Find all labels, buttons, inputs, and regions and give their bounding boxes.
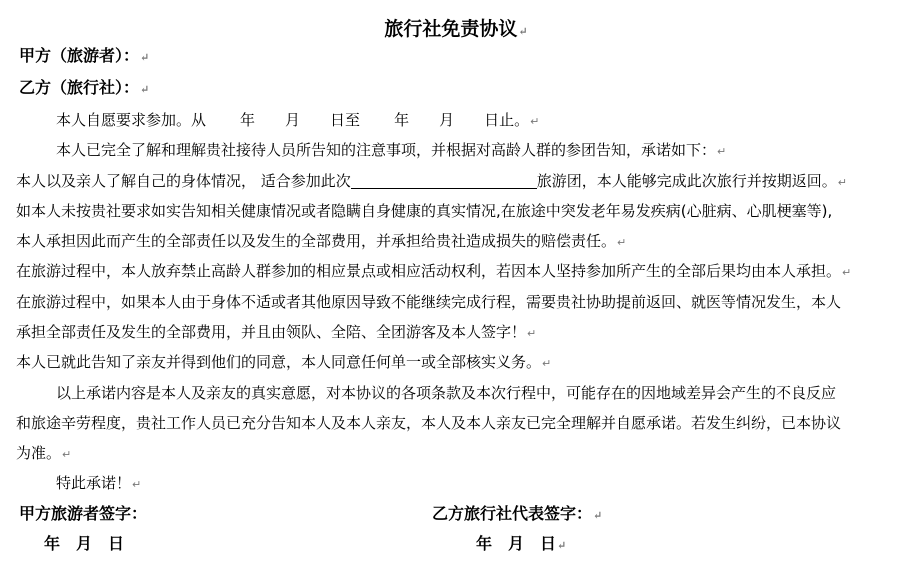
special-promise-text: 特此承诺！ <box>56 474 132 492</box>
promise-line-2 <box>16 413 841 433</box>
intro-prefix: 本人自愿要求参加。从 <box>56 111 207 129</box>
tour-name-blank <box>351 173 537 189</box>
sign-b-line <box>432 504 602 526</box>
paragraph-mark-icon: ↵ <box>530 115 540 128</box>
informed-line <box>16 352 551 374</box>
date-b-line <box>476 534 566 556</box>
party-b-label: 乙方（旅行社）： <box>19 78 140 97</box>
promise-text-3: 为准。 <box>16 444 62 462</box>
waiver-line <box>16 261 851 283</box>
intro-year: 年 <box>240 111 256 129</box>
disease-line-2 <box>16 231 626 253</box>
promise-text-1: 以上承诺内容是本人及亲友的真实意愿，对本协议的各项条款及本次行程中，可能存在的因地域差异会产生的不良反应 <box>56 384 837 402</box>
intro-day-to: 日至 <box>330 111 361 129</box>
intro-month: 月 <box>285 111 301 129</box>
document-title <box>0 14 912 41</box>
paragraph-mark-icon: ↵ <box>140 83 150 96</box>
special-promise-line <box>56 473 141 495</box>
health-text-after: 旅游团，本人能够完成此次旅行并按期返回。 <box>536 172 837 190</box>
paragraph-mark-icon: ↵ <box>132 478 142 491</box>
paragraph-mark-icon: ↵ <box>837 176 848 189</box>
date-b-year: 年 <box>476 534 493 553</box>
party-a-line <box>19 46 149 68</box>
intro-line <box>56 110 539 132</box>
sign-a-line <box>19 504 147 524</box>
cannot-continue-line-2 <box>16 322 536 344</box>
cannot-continue-text-2: 承担全部责任及发生的全部费用，并且由领队、全陪、全团游客及本人签字！ <box>16 323 527 341</box>
paragraph-mark-icon: ↵ <box>717 145 727 158</box>
promise-text-2: 和旅途辛劳程度，贵社工作人员已充分告知本人及本人亲友，本人及本人亲友已完全理解并自愿承诺。若发生纠纷，已本协议 <box>16 414 842 432</box>
disease-text-2: 本人承担因此而产生的全部责任以及发生的全部费用，并承担给贵社造成损失的赔偿责任。 <box>16 232 617 250</box>
paragraph-mark-icon: ↵ <box>527 327 537 340</box>
paragraph-mark-icon: ↵ <box>62 448 72 461</box>
promise-line-1 <box>56 383 836 403</box>
paragraph-mark-icon: ↵ <box>140 51 150 64</box>
date-a-year: 年 <box>44 534 61 553</box>
sign-a-label: 甲方旅游者签字： <box>19 504 148 523</box>
disease-line-1 <box>16 201 832 221</box>
date-b-day: 日 <box>540 534 557 553</box>
document-title-text: 旅行社免责协议 <box>384 18 518 40</box>
disease-text-1: 如本人未按贵社要求如实告知相关健康情况或者隐瞒自身健康的真实情况,在旅途中突发老年易发疾病(心脏病、心肌梗塞等), <box>16 202 833 220</box>
paragraph-mark-icon: ↵ <box>617 236 627 249</box>
waiver-text: 在旅游过程中，本人放弃禁止高龄人群参加的相应景点或相应活动权利，若因本人坚持参加所产生的全部后果均由本人承担。 <box>16 262 842 280</box>
paragraph-mark-icon: ↵ <box>842 266 852 279</box>
party-b-line <box>19 78 149 100</box>
party-a-label: 甲方（旅游者）： <box>19 46 140 65</box>
informed-text: 本人已就此告知了亲友并得到他们的同意，本人同意任何单一或全部核实义务。 <box>16 353 542 371</box>
date-b-month: 月 <box>508 534 525 553</box>
intro-year-2: 年 <box>394 111 410 129</box>
health-text-before: 本人以及亲人了解自己的身体情况， 适合参加此次 <box>16 172 351 190</box>
date-a-line <box>44 534 124 554</box>
health-line <box>16 171 847 193</box>
paragraph-mark-icon: ↵ <box>518 25 528 38</box>
date-a-month: 月 <box>76 534 93 553</box>
paragraph-mark-icon: ↵ <box>557 539 567 552</box>
understand-text: 本人已完全了解和理解贵社接待人员所告知的注意事项，并根据对高龄人群的参团告知，承诺如下： <box>56 141 717 159</box>
intro-month-2: 月 <box>439 111 455 129</box>
cannot-continue-text-1: 在旅游过程中，如果本人由于身体不适或者其他原因导致不能继续完成行程，需要贵社协助提前返回、就医等情况发生，本人 <box>16 293 842 311</box>
paragraph-mark-icon: ↵ <box>542 357 552 370</box>
cannot-continue-line-1 <box>16 292 841 312</box>
sign-b-label: 乙方旅行社代表签字： <box>432 504 593 523</box>
date-a-day: 日 <box>108 534 125 553</box>
intro-day-end: 日止。 <box>484 111 530 129</box>
paragraph-mark-icon: ↵ <box>593 509 603 522</box>
promise-line-3 <box>16 443 71 465</box>
understand-line <box>56 140 726 162</box>
